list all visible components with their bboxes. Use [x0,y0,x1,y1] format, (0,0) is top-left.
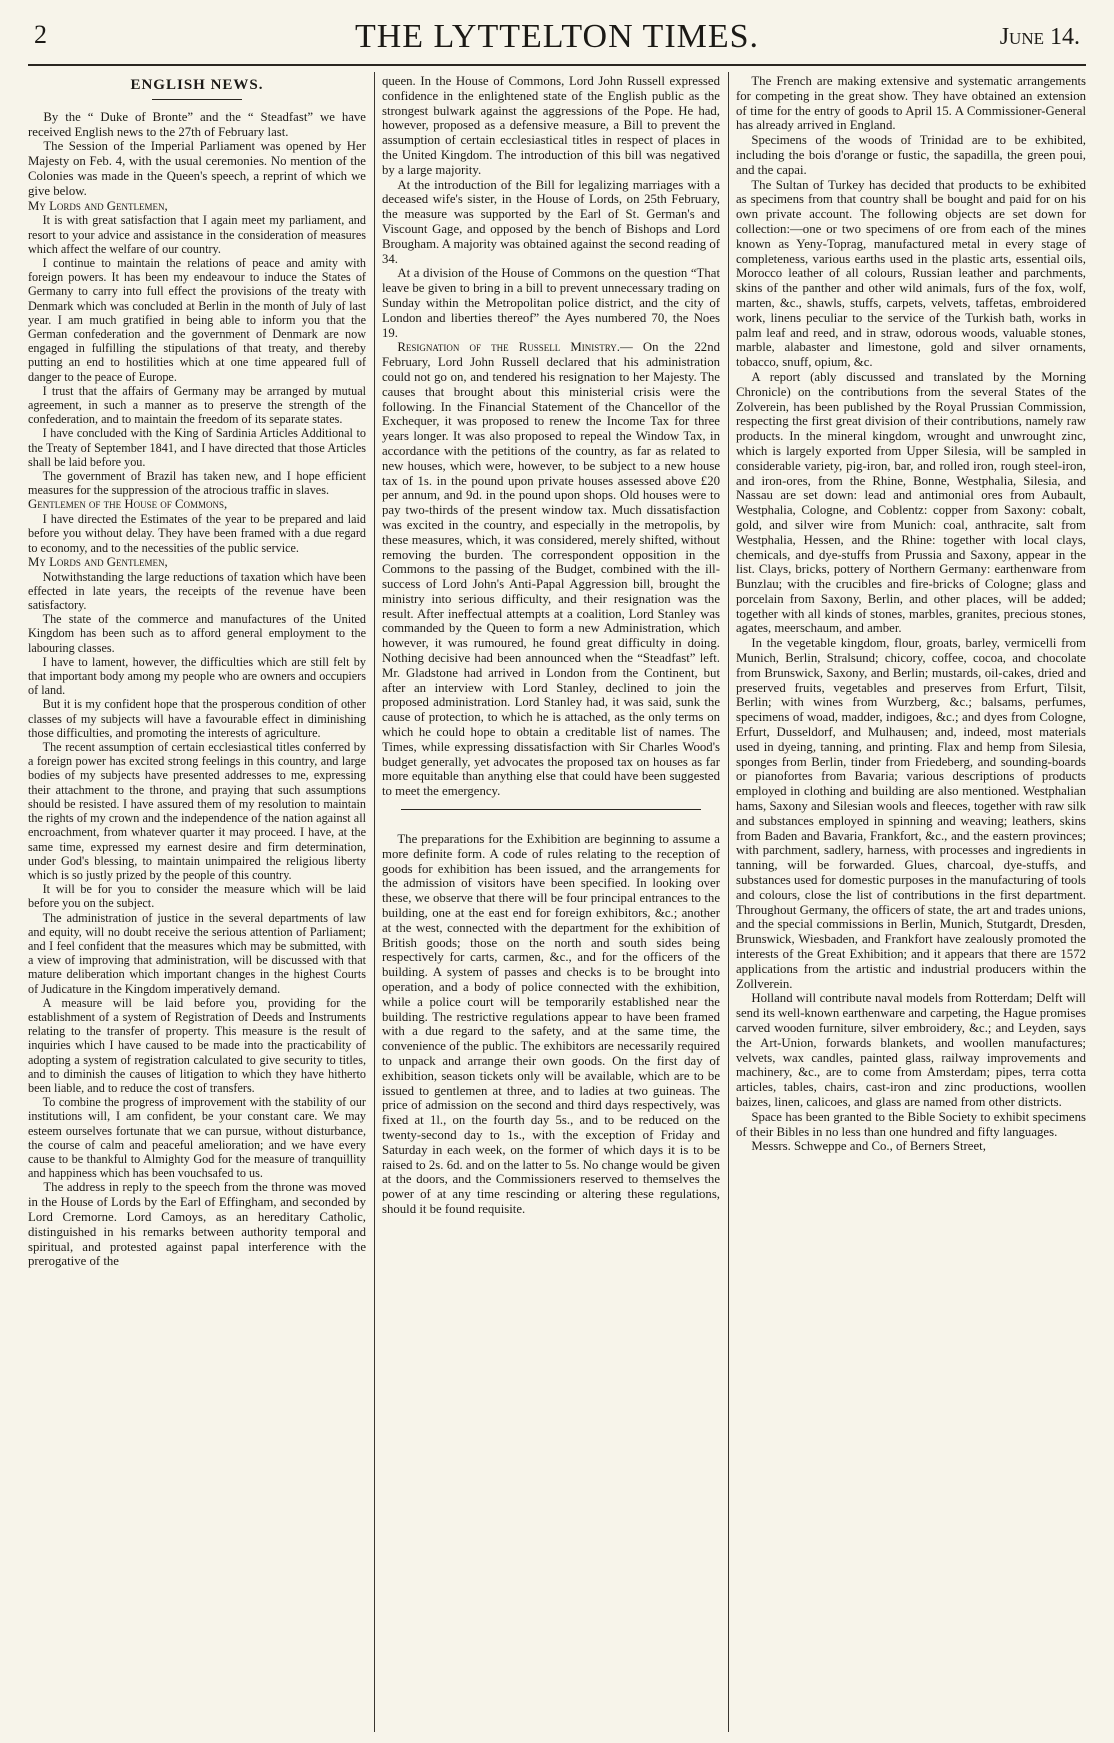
page-header [24,18,1090,58]
subheading: Resignation of the Russell Ministry.— [397,340,633,355]
salutation: My Lords and Gentlemen, [28,554,168,569]
paragraph: It is with great satisfaction that I again meet my parliament, and resort to your advice and assistance in the consideration of measures which affect the welfare of our country. [28,213,366,256]
paragraph: At a division of the House of Commons on the question “That leave be given to bring in a bill to prevent unnecessary trading on Sunday within the Metropolitan police district, and the city of London and liberties thereof” the Ayes numbered 70, the Noes 19. [382,266,720,340]
issue-date: June 14. [999,24,1080,50]
page-number: 2 [34,20,47,49]
paragraph: The recent assumption of certain ecclesiastical titles conferred by a foreign power has excited strong feelings in this country, and large bodies of my subjects have presented addresses to me, expressing their attachment to the throne, and praying that such assumptions should be resisted. I have assured them of my resolution to maintain the rights of my crown and the independence of the nation against all encroachment, from whatever quarter it may proceed. I have, at the same time, expressed my earnest desire and firm determination, under God's blessing, to maintain unimpaired the religious liberty which is so justly prized by the people of this country. [28,740,366,882]
paragraph: The administration of justice in the several departments of law and equity, will no doubt receive the serious attention of Parliament; and I feel confident that the measures which may be submitted, with a view of improving that administration, will be discussed with that mature deliberation which important changes in the highest Courts of Judicature in the Kingdom imperatively demand. [28,910,366,996]
paragraph: It will be for you to consider the measure which will be laid before you on the subject. [28,882,366,911]
paragraph: Space has been granted to the Bible Society to exhibit specimens of their Bibles in no less than one hundred and fifty languages. [736,1109,1086,1139]
paragraph: I have directed the Estimates of the year to be prepared and laid before you without delay. They have been framed with a due regard to economy, and to the necessities of the public service. [28,512,366,555]
paragraph: Specimens of the woods of Trinidad are to be exhibited, including the bois d'orange or fustic, the sapadilla, the green poui, and the capai. [736,133,1086,177]
paragraph: Messrs. Schweppe and Co., of Berners Street, [751,1139,986,1154]
paragraph: The Sultan of Turkey has decided that products to be exhibited as specimens from that country shall be bought and paid for on his own private account. The following objects are set down for collection:—one or two specimens of ore from each of the mines known as Yeny-Toprag, manufactured metal in every stage of completeness, various earths used in the plastic arts, essential oils, Morocco leather of all colours, Russian leather and parchments, skins of the panther and other wild animals, furs of the fox, wolf, marten, &c., shawls, stuffs, carpets, velvets, taffetas, embroidered work, linens peculiar to the service of the Turkish bath, works in palm leaf and reed, and in straw, odorous woods, valuable stones, marble, alabaster and limestone, gold and silver ornaments, tobacco, snuff, opium, &c. [736,177,1086,370]
paragraph: The government of Brazil has taken new, and I hope efficient measures for the suppression of the atrocious traffic in slaves. [28,469,366,498]
column-divider [728,72,729,1732]
masthead-title: THE LYTTELTON TIMES. [354,18,760,55]
paragraph: I have concluded with the King of Sardinia Articles Additional to the Treaty of September 1841, and I have directed that those Articles shall be laid before you. [28,426,366,469]
paragraph: I continue to maintain the relations of peace and amity with foreign powers. It has been my endeavour to induce the States of Germany to carry into full effect the provisions of the treaty with Denmark which was concluded at Berlin in the month of July of last year. I am much gratified in being able to inform you that the German confederation and the government of Denmark are now engaged in fulfilling the stipulations of that treaty, and thereby putting an end to hostilities which at one time appeared full of danger to the peace of Europe. [28,255,366,384]
paragraph: I have to lament, however, the difficulties which are still felt by that important body among my people who are owners and occupiers of land. [28,654,366,698]
paragraph: I trust that the affairs of Germany may be arranged by mutual agreement, in such a manner as to preserve the strength of the confederation, and to maintain the freedom of its separate states. [28,383,366,427]
paragraph: By the “ Duke of Bronte” and the “ Steadfast” we have received English news to the 27th of February last. [28,109,366,139]
paragraph: Notwithstanding the large reductions of taxation which have been effected in late years, the receipts of the revenue have been satisfactory. [28,569,366,613]
paragraph: The Session of the Imperial Parliament was opened by Her Majesty on Feb. 4, with the usual ceremonies. No mention of the Colonies was made in the Queen's speech, a reprint of which we give below. [28,139,366,198]
paragraph: The state of the commerce and manufactures of the United Kingdom has been such as to afford general employment to the labouring classes. [28,612,366,655]
section-heading: ENGLISH NEWS. [130,77,264,93]
paragraph: In the vegetable kingdom, flour, groats, barley, vermicelli from Munich, Berlin, Stralsund; chicory, coffee, cocoa, and chocolate from Brunswick, Saxony, and Berlin; mustards, oil-cakes, dried and preserved fruits, vegetables and preserves from Erfurt, Tilsit, Berlin; with wines from Wurzberg, &c.; balsams, perfumes, specimens of woad, madder, indigoes, &c.; and dyes from Cologne, Erfurt, Dusseldorf, and Mulhausen; and, indeed, most materials used in dyeing, tanning, and printing. Flax and hemp from Silesia, sponges from Berlin, tinder from Friedeberg, and sounding-boards or pianofortes from Bavaria; various descriptions of products employed in clothing and building are also mentioned. Westphalian hams, Saxony and Silesian wools and fleeces, together with raw silk and substances employed in spinning and weaving; leathers, skins from Baden and Bavaria, Frankfort, &c., and the eastern provinces; with parchment, sadlery, harness, with processes and ingredients in tanning, will be forwarded. Glues, charcoal, dye-stuffs, and substances used for domestic purposes in the manufacturing of tools and colours, close the list of contributions in the first department. Throughout Germany, the officers of state, the art and trades unions, and the special commissions in Berlin, Munich, Stutgardt, Dresden, Brunswick, Wiesbaden, and Frankfort have zealously promoted the interests of the Great Exhibition; and it appears that there are 1572 applications from the artistic and industrial producers within the Zollverein. [736,636,1086,991]
column-3 [736,74,1086,1734]
heading-rule [152,99,242,100]
paragraph: The address in reply to the speech from the throne was moved in the House of Lords by the Earl of Effingham, and seconded by Lord Cremorne. Lord Camoys, as an hereditary Catholic, distinguished in his remarks between authority temporal and spiritual, and protested against papal interference with the prerogative of the [28,1180,366,1269]
salutation: Gentlemen of the House of Commons, [28,497,228,512]
paragraph: queen. In the House of Commons, Lord John Russell expressed confidence in the enlightened state of the English public as the strongest bulwark against the aggressions of the Pope. He had, however, proposed as a defensive measure, a Bill to prevent the assumption of certain ecclesiastical titles in respect of places in the United Kingdom. The introduction of this bill was negatived by a large majority. [382,74,720,177]
paragraph: The preparations for the Exhibition are beginning to assume a more definite form. A code of rules relating to the reception of goods for exhibition has been issued, and the arrangements for the admission of visitors have been specified. In looking over these, we observe that there will be four principal entrances to the building, one at the east end for foreign exhibitors, &c.; another at the west, connected with the department for the exhibition of British goods; those on the north and south sides being respectively for carts, carmen, &c., and for the officers of the building. A system of passes and checks is to be brought into operation, and a body of police connected with the exhibition, while a police court will be temporarily established near the building. The restrictive regulations appear to have been framed with a due regard to the safety, and at the same time, the convenience of the public. The exhibitors are necessarily required to unpack and arrange their own goods. On the first day of exhibition, season tickets only will be available, which are to be issued to gentlemen at three, and to ladies at two guineas. The price of admission on the second and third days respectively, was fixed at 1l., on the fourth day 5s., and to be reduced on the twenty-second day to 1s., with the exception of Friday and Saturday in each week, on the former of which days it is to be raised to 2s. 6d. and on the latter to 5s. No change would be given at the doors, and the Commissioners reserved to themselves the power of at any time rescinding or altering these regulations, should it be found requisite. [382,832,720,1216]
header-rule [28,64,1086,66]
paragraph [382,340,720,799]
paragraph: At the introduction of the Bill for legalizing marriages with a deceased wife's sister, in the House of Lords, on 25th February, the measure was supported by the Earl of St. German's and Viscount Gage, and opposed by the bench of Bishops and Lord Brougham. A majority was obtained against the second reading of 34. [382,177,720,266]
section-separator [401,809,701,810]
paragraph: A report (ably discussed and translated by the Morning Chronicle) on the contributions from the several States of the Zolverein, has been published by the Royal Prussian Commission, respecting the first great division of their contributions, namely raw products. In the mineral kingdom, wrought and unwrought zinc, which is largely exported from Upper Silesia, will be sampled in considerable variety, pig-iron, bar, and rolled iron, rough steel-iron, and iron-ores, from the Rhine, Bonne, Westphalia, Silesia, and Nassau are set down: lead and antimonial ores from Aubault, Westphalia, Cologne, and Coblentz: copper from Saxony: cobalt, gold, and silver wire from Munich: coal, anthracite, salt from Westphalia, Hessen, and the Rhine: together with local clays, chemicals, and dye-stuffs from Prussia and Saxony, appear in the list. Clays, bricks, pottery of Northern Germany: earthenware from Bunzlau; with the crucibles and fire-bricks of Cologne; glass and porcelain from Saxony, Berlin, and other places, will be added; together with all kinds of stones, marbles, granites, precious stones, agates, meerschaum, and amber. [736,369,1086,636]
paragraph: But it is my confident hope that the prosperous condition of other classes of my subjects will have a favourable effect in diminishing those difficulties, and promoting the interests of agriculture. [28,697,366,740]
paragraph: Holland will contribute naval models from Rotterdam; Delft will send its well-known earthenware and carpeting, the Hague promises carved wooden furniture, silver embroidery, &c.; and Leyden, says the Art-Union, forwards blankets, and woollen manufactures; velvets, wax candles, painted glass, railway improvements and machinery, &c., are to come from Amsterdam; pipes, terra cotta articles, tables, chairs, cast-iron and zinc productions, woollen baizes, linen, calicoes, and glass are named from other districts. [736,991,1086,1109]
paragraph: The French are making extensive and systematic arrangements for competing in the great show. They have obtained an extension of time for the entry of goods to April 15. A Commissioner-General has already arrived in England. [736,74,1086,133]
column-1 [28,74,366,1734]
column-divider [374,72,375,1732]
paragraph-text: On the 22nd February, Lord John Russell declared that his administration could not go on, and tendered his resignation to her Majesty. The causes that brought about this ministerial crisis were the following. In the Financial Statement of the Chancellor of the Exchequer, it was proposed to renew the Income Tax for three years longer. It was also proposed to repeal the Window Tax, in accordance with the petitions of the country, as far as related to new houses, which were, however, to be subject to a new house tax of 1s. in the pound upon private houses assessed above £20 per annum, and 9d. in the pound upon shops. Old houses were to pay two-thirds of the present window tax. Much dissatisfaction was excited in the country, and especially in the metropolis, by these measures, which, it was considered, merely shifted, without removing the burden. The correspondent opposition in the Commons to the passing of the Budget, combined with the ill-success of Lord John's Anti-Papal Aggression bill, brought the ministry into serious difficulty, and their resignation was the result. After ineffectual attempts at a coalition, Lord Stanley was commanded by the Queen to form a new Administration, which however, it was rumoured, he found great difficulty in doing. Nothing decisive had been announced when the “Steadfast” left. Mr. Gladstone had arrived in London from the Continent, but after an interview with Lord Stanley, declined to join the proposed administration. Lord Stanley had, it was said, sunk the cause of protection, to which he is attached, as the only terms on which he could hope to obtain a creditable list of names. The Times, while expressing dissatisfaction with Sir Charles Wood's budget generally, yet advocates the proposed tax on houses as far more equitable than anything else that could have been suggested to meet the emergency. [382,340,720,799]
paragraph: To combine the progress of improvement with the stability of our institutions will, I am confident, be your constant care. We may esteem ourselves fortunate that we can pursue, without disturbance, the course of calm and peaceful amelioration; and we have every cause to be thankful to Almighty God for the measure of tranquillity and happiness which has been vouchsafed to us. [28,1095,366,1181]
salutation: My Lords and Gentlemen, [28,198,168,213]
paragraph: A measure will be laid before you, providing for the establishment of a system of Registration of Deeds and Instruments relating to the transfer of property. This measure is the result of inquiries which I have caused to be made into the practicability of adopting a system of registration calculated to give security to titles, and to diminish the causes of litigation to which they have hitherto been liable, and to reduce the cost of transfers. [28,995,366,1095]
column-2 [382,74,720,1734]
